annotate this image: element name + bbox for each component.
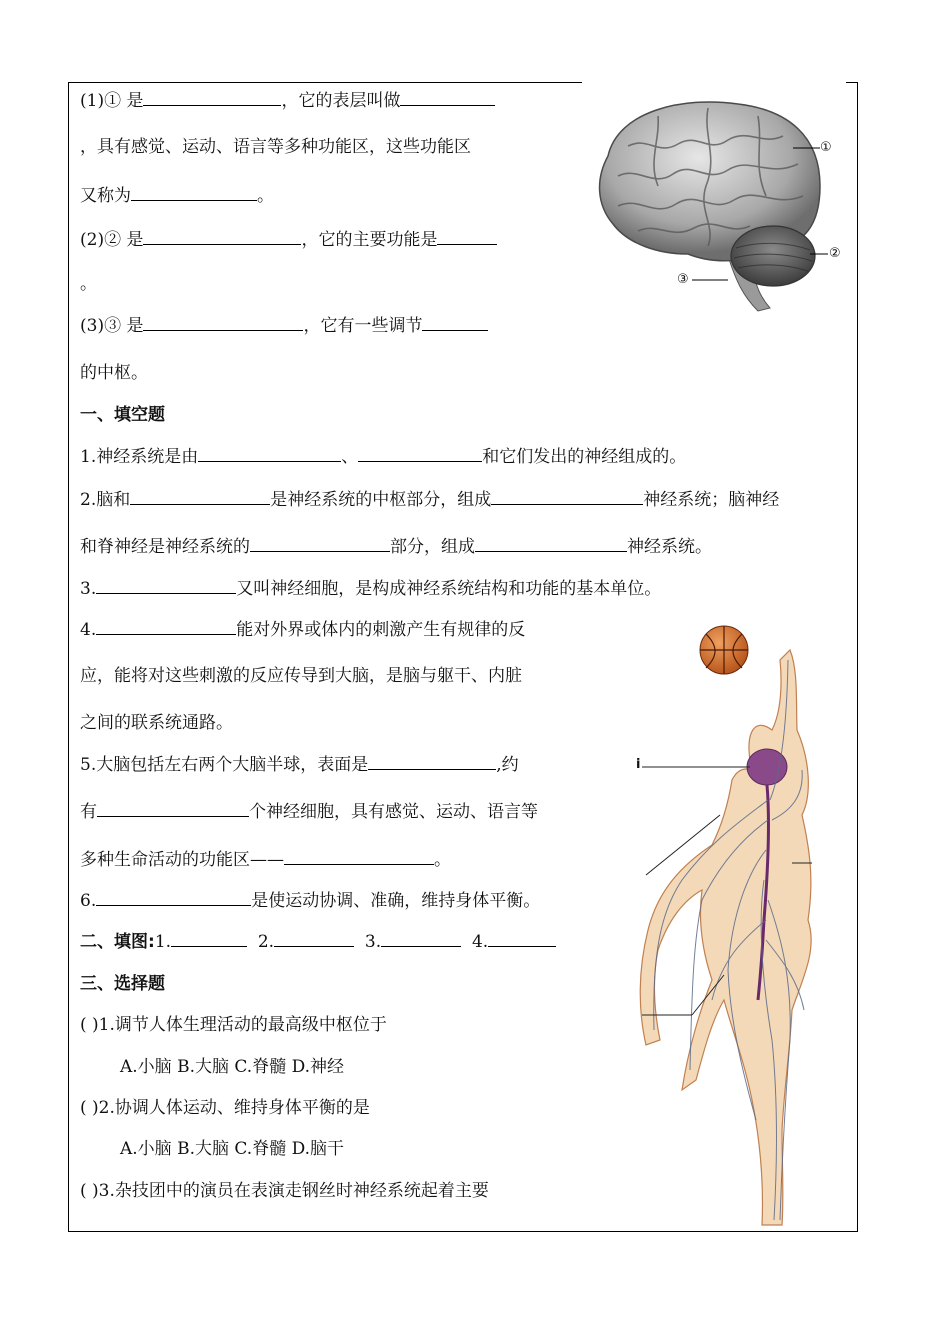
blank[interactable] <box>97 800 249 817</box>
basketball-icon <box>700 626 748 674</box>
fill-q1-text-b: 、 <box>341 447 359 467</box>
blank[interactable] <box>143 89 281 106</box>
blank[interactable] <box>274 930 354 947</box>
fill-q6-text-b: 是使运动协调、准确，维持身体平衡。 <box>251 891 541 911</box>
nervous-system-illustration <box>632 620 854 1230</box>
brain-q3-text: (3)③ 是 <box>80 316 144 336</box>
brain-q1-text: (1)① 是 <box>80 91 144 111</box>
fill-q2-line2 <box>80 535 712 558</box>
blank[interactable] <box>96 577 236 594</box>
fill-q5-text-f: 。 <box>434 850 451 870</box>
fill-q2 <box>80 488 779 511</box>
frame-left-border <box>68 82 69 1232</box>
fill-q4-line2: 应，能将对这些刺激的反应传导到大脑，是脑与躯干、内脏 <box>80 666 522 686</box>
section2-line <box>80 930 556 953</box>
blank[interactable] <box>96 889 251 906</box>
blank[interactable] <box>130 488 270 505</box>
choice-q1 <box>80 1014 387 1036</box>
brain-q1-text-b: ，它的表层叫做 <box>281 91 401 111</box>
fill-q2-text: 2.脑和 <box>80 490 131 510</box>
answer-paren[interactable]: ( ) <box>80 1015 99 1035</box>
brain-label-2: ② <box>829 246 841 261</box>
brain-q1-text-c: ，具有感觉、运动、语言等多种功能区，这些功能区 <box>80 137 471 157</box>
blank[interactable] <box>143 228 301 245</box>
fill-q6-text: 6. <box>80 891 97 911</box>
brain-q3-text-c: 的中枢。 <box>80 363 148 383</box>
body-label: i <box>636 757 641 772</box>
blank[interactable] <box>381 930 461 947</box>
brain-q2-text-c: 。 <box>80 274 97 294</box>
fill-q3-text: 3. <box>80 579 97 599</box>
fill-q3-text-b: 又叫神经细胞，是构成神经系统结构和功能的基本单位。 <box>236 579 662 599</box>
blank[interactable] <box>143 314 303 331</box>
fill-q5 <box>80 753 519 776</box>
fill-q2-text-b: 是神经系统的中枢部分，组成 <box>270 490 492 510</box>
diagram-item-1: 1. <box>154 932 172 952</box>
brain-q3-line2 <box>80 362 148 384</box>
brain-label-3: ③ <box>677 272 689 287</box>
fill-q4-text-b: 能对外界或体内的刺激产生有规律的反 <box>236 620 526 640</box>
fill-q5-text-b: ,约 <box>496 755 519 775</box>
blank[interactable] <box>437 228 497 245</box>
section1-title: 一、填空题 <box>80 405 165 425</box>
frame-right-border <box>857 82 858 1232</box>
fill-q2-text-c: 神经系统；脑神经 <box>643 490 780 510</box>
fill-q5-line2 <box>80 800 538 823</box>
blank[interactable] <box>475 535 627 552</box>
fill-q2-text-e: 部分，组成 <box>390 537 475 557</box>
blank[interactable] <box>131 184 257 201</box>
diagram-item-2: 2. <box>257 932 275 952</box>
fill-q1 <box>80 445 686 468</box>
fill-q5-text-e: 多种生命活动的功能区—— <box>80 850 284 870</box>
brain-q3-text-b: ，它有一些调节 <box>303 316 423 336</box>
choice-q3-text: 3.杂技团中的演员在表演走钢丝时神经系统起着主要 <box>98 1181 489 1201</box>
fill-q5-line3 <box>80 848 451 871</box>
diagram-item-4: 4. <box>471 932 489 952</box>
brain-q2-text-b: ，它的主要功能是 <box>301 230 438 250</box>
fill-q3 <box>80 577 661 600</box>
blank[interactable] <box>96 618 236 635</box>
brain-q2-text: (2)② 是 <box>80 230 144 250</box>
brain-q2-line <box>80 228 497 251</box>
blank[interactable] <box>358 445 482 462</box>
brain-q2-line2 <box>80 273 97 295</box>
choice-q1-text: 1.调节人体生理活动的最高级中枢位于 <box>98 1015 387 1035</box>
choice-q2-text: 2.协调人体运动、维持身体平衡的是 <box>98 1098 370 1118</box>
fill-q4-text: 4. <box>80 620 97 640</box>
blank[interactable] <box>491 488 643 505</box>
fill-q5-text-c: 有 <box>80 802 97 822</box>
answer-paren[interactable]: ( ) <box>80 1098 99 1118</box>
blank[interactable] <box>198 445 341 462</box>
choice-q1-options: A.小脑 B.大脑 C.脊髓 D.神经 <box>120 1057 345 1077</box>
blank[interactable] <box>422 314 488 331</box>
blank[interactable] <box>250 535 390 552</box>
brain-illustration <box>588 96 850 318</box>
diagram-item-3: 3. <box>364 932 382 952</box>
fill-q2-text-f: 神经系统。 <box>627 537 712 557</box>
frame-bottom-border <box>68 1231 858 1232</box>
frame-top-border <box>68 82 582 83</box>
section2-title: 二、填图: <box>80 932 155 952</box>
fill-q2-text-d: 和脊神经是神经系统的 <box>80 537 250 557</box>
brain-q1-line3 <box>80 184 274 207</box>
brain-q1-line2 <box>80 136 471 158</box>
section3-title: 三、选择题 <box>80 974 165 994</box>
fill-q4-line3: 之间的联系统通路。 <box>80 713 233 733</box>
brain-q1-line <box>80 89 495 112</box>
fill-q4 <box>80 618 525 641</box>
brain-q3-line <box>80 314 488 337</box>
brain-q1-text-d: 又称为 <box>80 186 131 206</box>
fill-q6 <box>80 889 540 912</box>
blank[interactable] <box>488 930 556 947</box>
fill-q1-text-c: 和它们发出的神经组成的。 <box>482 447 687 467</box>
blank[interactable] <box>400 89 495 106</box>
brain-label-1: ① <box>820 140 832 155</box>
choice-q3 <box>80 1180 489 1202</box>
fill-q1-text: 1.神经系统是由 <box>80 447 199 467</box>
brain-q1-text-e: 。 <box>257 186 274 206</box>
blank[interactable] <box>368 753 496 770</box>
answer-paren[interactable]: ( ) <box>80 1181 99 1201</box>
choice-q2-options: A.小脑 B.大脑 C.脊髓 D.脑干 <box>120 1139 345 1159</box>
blank[interactable] <box>284 848 434 865</box>
fill-q5-text-d: 个神经细胞，具有感觉、运动、语言等 <box>249 802 538 822</box>
fill-q5-text: 5.大脑包括左右两个大脑半球，表面是 <box>80 755 369 775</box>
blank[interactable] <box>171 930 247 947</box>
choice-q2 <box>80 1097 370 1119</box>
